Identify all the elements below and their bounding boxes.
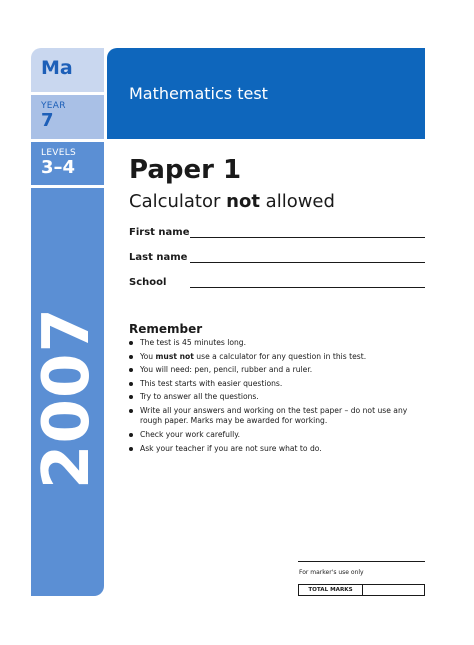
year-tab bbox=[31, 95, 104, 139]
instruction-text: Ask your teacher if you are not sure what to do. bbox=[140, 443, 322, 453]
list-item bbox=[129, 444, 429, 454]
marker-label: For marker's use only bbox=[299, 569, 364, 576]
bullet-icon bbox=[129, 355, 133, 359]
year-column bbox=[31, 188, 104, 596]
instruction-text: Check your work carefully. bbox=[140, 429, 241, 439]
instruction-text: The test is 45 minutes long. bbox=[140, 338, 247, 347]
list-item bbox=[129, 352, 429, 362]
instruction-text: Try to answer all the questions. bbox=[140, 392, 259, 402]
bullet-icon bbox=[129, 433, 133, 437]
calculator-rule bbox=[129, 191, 335, 212]
remember-heading: Remember bbox=[129, 322, 203, 336]
test-name: Mathematics test bbox=[129, 84, 268, 103]
last-name-line[interactable] bbox=[190, 262, 425, 263]
year-label: YEAR bbox=[41, 101, 66, 111]
list-item bbox=[129, 365, 429, 375]
subtitle-suffix: allowed bbox=[259, 191, 335, 212]
first-name-field[interactable] bbox=[129, 227, 425, 243]
first-name-line[interactable] bbox=[190, 237, 425, 238]
bullet-icon bbox=[129, 395, 133, 399]
list-item bbox=[129, 392, 429, 402]
school-field[interactable] bbox=[129, 277, 425, 293]
bullet-icon bbox=[129, 368, 133, 372]
total-marks-cell[interactable] bbox=[363, 585, 424, 595]
instructions-list bbox=[129, 338, 429, 457]
header-banner bbox=[107, 48, 425, 139]
year-value: 7 bbox=[41, 110, 54, 131]
instruction-text: This test starts with easier questions. bbox=[140, 378, 283, 388]
instruction-emphasis: must not bbox=[155, 351, 194, 361]
total-marks-box bbox=[298, 584, 425, 596]
instruction-text: use a calculator for any question in this test. bbox=[193, 351, 367, 361]
instruction-text: You will need: pen, pencil, rubber and a ruler. bbox=[140, 365, 313, 375]
list-item bbox=[129, 406, 429, 427]
subject-tab bbox=[31, 48, 104, 92]
total-marks-label: TOTAL MARKS bbox=[299, 585, 363, 595]
subtitle-emphasis: not bbox=[226, 191, 260, 212]
levels-label: LEVELS bbox=[41, 148, 77, 158]
bullet-icon bbox=[129, 447, 133, 451]
levels-value: 3–4 bbox=[41, 157, 76, 178]
last-name-label: Last name bbox=[129, 252, 188, 263]
last-name-field[interactable] bbox=[129, 252, 425, 268]
first-name-label: First name bbox=[129, 227, 190, 238]
list-item bbox=[129, 379, 429, 389]
test-year: 2007 bbox=[30, 306, 104, 490]
marker-divider bbox=[298, 561, 425, 562]
list-item bbox=[129, 338, 429, 348]
instruction-text: You bbox=[140, 351, 156, 361]
instruction-text: Write all your answers and working on the test paper – do not use any rough paper. Marks may be awarded for working. bbox=[140, 405, 408, 426]
list-item bbox=[129, 430, 429, 440]
subtitle-prefix: Calculator bbox=[129, 191, 227, 212]
subject-code: Ma bbox=[41, 57, 73, 79]
school-label: School bbox=[129, 277, 167, 288]
bullet-icon bbox=[129, 382, 133, 386]
bullet-icon bbox=[129, 409, 133, 413]
levels-tab bbox=[31, 142, 104, 185]
bullet-icon bbox=[129, 341, 133, 345]
school-line[interactable] bbox=[190, 287, 425, 288]
paper-title: Paper 1 bbox=[129, 155, 242, 185]
